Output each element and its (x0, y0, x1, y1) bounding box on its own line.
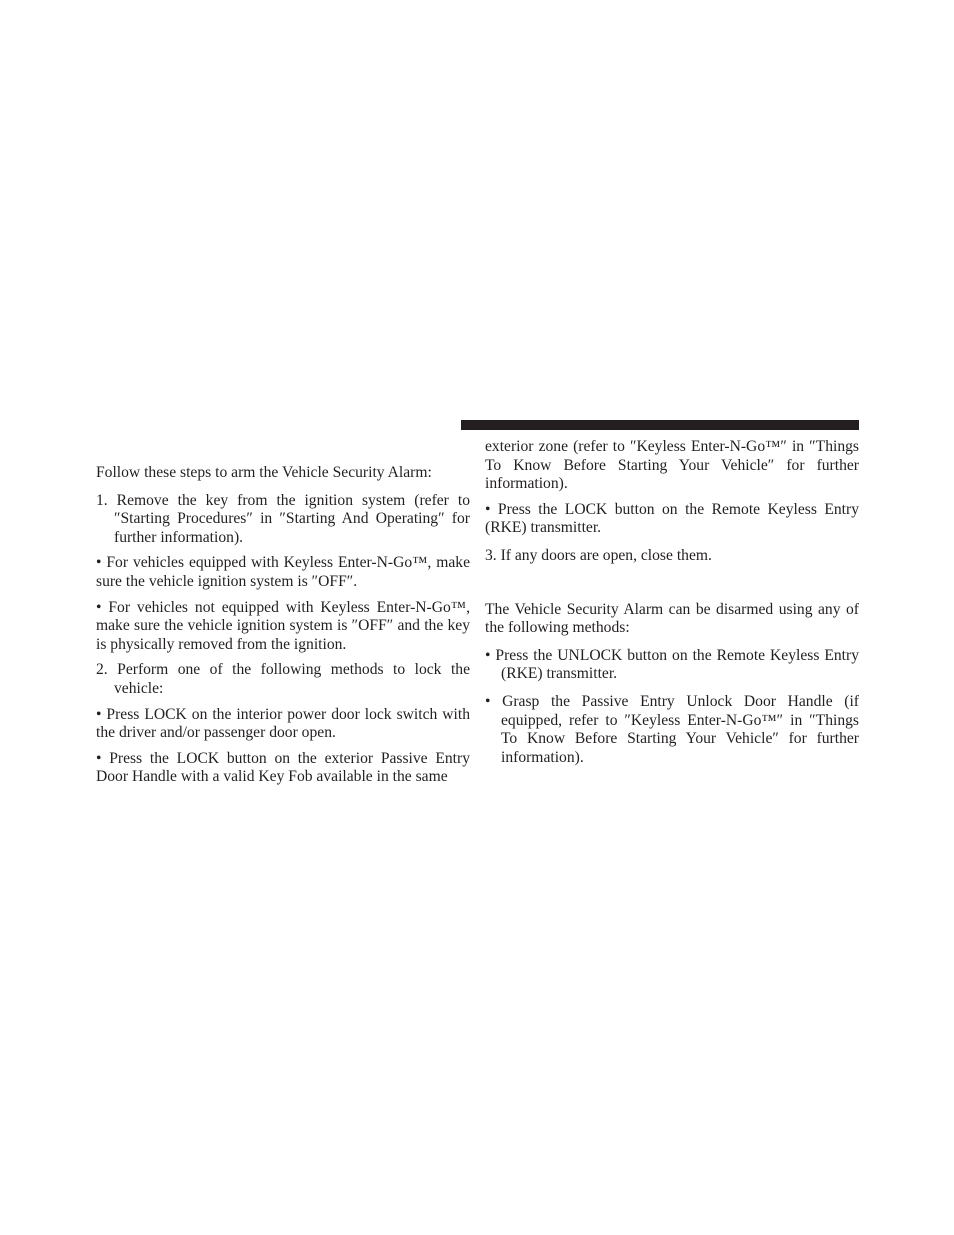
right-column (485, 438, 859, 767)
bullet-keyless-equipped: • For vehicles equipped with Keyless Enter-N-Go™, make sure the vehicle ignition system is ″OFF″. (96, 554, 470, 590)
bullet-keyless-not-equipped: • For vehicles not equipped with Keyless Enter-N-Go™, make sure the vehicle ignition system is ″OFF″ and the key is physically removed from the ignition. (96, 598, 470, 653)
bullet-interior-lock: • Press LOCK on the interior power door lock switch with the driver and/or passenger door open. (96, 705, 470, 742)
bullet-rke-lock: • Press the LOCK button on the Remote Keyless Entry (RKE) transmitter. (485, 500, 859, 537)
bullet-passive-unlock: • Grasp the Passive Entry Unlock Door Handle (if equipped, refer to ″Keyless Enter-N-Go™″ in ″Things To Know Before Starting Your Vehicle″ for further information). (485, 692, 859, 766)
arm-intro: Follow these steps to arm the Vehicle Security Alarm: (96, 464, 432, 481)
bullet-rke-unlock: • Press the UNLOCK button on the Remote Keyless Entry (RKE) transmitter. (485, 646, 859, 683)
exterior-zone-continuation: exterior zone (refer to ″Keyless Enter-N-Go™″ in ″Things To Know Before Starting Your Vehicle″ for further information). (485, 438, 859, 493)
step-1: 1. Remove the key from the ignition system (refer to ″Starting Procedures″ in ″Starting And Operating″ for further information). (96, 491, 470, 546)
header-rule (461, 420, 859, 430)
step-2: 2. Perform one of the following methods to lock the vehicle: (96, 661, 470, 697)
bullet-exterior-lock: • Press the LOCK button on the exterior Passive Entry Door Handle with a valid Key Fob available in the same (96, 749, 470, 786)
step-3: 3. If any doors are open, close them. (485, 546, 712, 564)
disarm-intro: The Vehicle Security Alarm can be disarmed using any of the following methods: (485, 600, 859, 637)
left-column (96, 464, 470, 787)
